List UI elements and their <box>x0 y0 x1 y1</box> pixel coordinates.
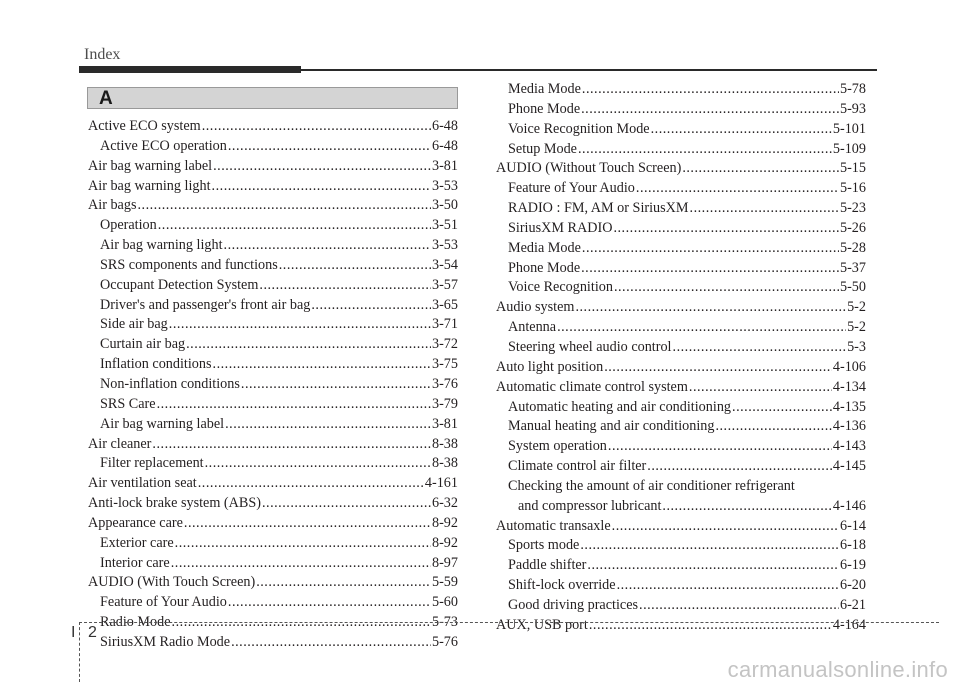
index-entry-text: Air bag warning label <box>88 157 213 174</box>
index-entry-text: AUDIO (With Touch Screen) <box>88 574 256 591</box>
index-entry <box>88 554 458 574</box>
index-entry <box>88 216 458 236</box>
dot-leader <box>202 117 431 137</box>
index-entry <box>496 437 866 457</box>
index-entry <box>88 415 458 435</box>
index-entry-page: 5-101 <box>832 120 866 137</box>
index-entry <box>88 593 458 613</box>
index-entry-text: SiriusXM Radio Mode <box>100 633 231 650</box>
dot-leader <box>212 177 431 197</box>
index-entry-page: 6-19 <box>839 557 866 574</box>
index-entry <box>496 497 866 517</box>
index-entry-text: Air cleaner <box>88 435 152 452</box>
index-column-right <box>496 80 866 636</box>
dot-leader <box>604 358 832 378</box>
index-entry-page: 5-37 <box>839 259 866 276</box>
index-entry <box>496 556 866 576</box>
index-entry-page: 8-38 <box>431 435 458 452</box>
dot-leader <box>557 318 846 338</box>
index-entry-page: 5-93 <box>839 100 866 117</box>
index-entry-page: 5-59 <box>431 574 458 591</box>
index-entry-text: Shift-lock override <box>508 577 616 594</box>
dot-leader <box>256 573 431 593</box>
dot-leader <box>241 375 431 395</box>
index-entry-text: Anti-lock brake system (ABS) <box>88 495 261 512</box>
index-entry <box>496 278 866 298</box>
index-entry-page: 5-50 <box>839 279 866 296</box>
index-entry <box>88 435 458 455</box>
index-entry <box>496 616 866 636</box>
index-entry-text: Feature of Your Audio <box>508 180 635 197</box>
dot-leader <box>231 633 431 653</box>
index-entry <box>496 140 866 160</box>
index-entry-text: Operation <box>100 217 157 234</box>
index-entry <box>88 573 458 593</box>
index-entry-page: 8-97 <box>431 554 458 571</box>
dot-leader <box>589 616 832 636</box>
index-entry <box>88 395 458 415</box>
index-entry-page: 4-143 <box>832 438 866 455</box>
watermark: carmanualsonline.info <box>727 657 948 682</box>
index-entry <box>88 196 458 216</box>
index-entry-page: 8-38 <box>431 455 458 472</box>
index-entry-text: Feature of Your Audio <box>100 594 227 611</box>
index-entry-text: SRS Care <box>100 395 156 412</box>
index-entry <box>496 536 866 556</box>
index-entry <box>88 137 458 157</box>
index-entry-text: Auto light position <box>496 358 604 375</box>
dot-leader <box>581 100 839 120</box>
index-entry <box>496 457 866 477</box>
index-entry-text: Side air bag <box>100 316 168 333</box>
index-entry <box>88 236 458 256</box>
dot-leader <box>614 278 839 298</box>
index-entry-page: 3-65 <box>431 296 458 313</box>
dot-leader <box>587 556 839 576</box>
dot-leader <box>228 593 431 613</box>
index-entry <box>496 358 866 378</box>
index-entry-page: 3-57 <box>431 276 458 293</box>
index-entry-page: 4-164 <box>832 616 866 633</box>
index-entry-text: Antenna <box>508 319 557 336</box>
index-entry-page: 5-3 <box>847 338 866 355</box>
dot-leader <box>172 613 431 633</box>
index-entry <box>496 239 866 259</box>
index-entry <box>496 417 866 437</box>
index-entry-page: 4-145 <box>832 458 866 475</box>
index-entry <box>88 375 458 395</box>
index-entry <box>496 398 866 418</box>
dot-leader <box>662 497 831 517</box>
index-entry <box>496 477 866 497</box>
dot-leader <box>608 437 832 457</box>
dot-leader <box>279 256 431 276</box>
index-entry-page: 8-92 <box>431 534 458 551</box>
header-rule-accent <box>79 66 301 73</box>
index-entry-text: SRS components and functions <box>100 256 278 273</box>
index-entry <box>88 296 458 316</box>
index-entry <box>496 318 866 338</box>
index-entry <box>496 100 866 120</box>
index-entry <box>88 315 458 335</box>
index-entry-text: Curtain air bag <box>100 336 186 353</box>
index-entry-text: Exterior care <box>100 534 174 551</box>
index-entry-text: Paddle shifter <box>508 557 587 574</box>
index-entry-text: SiriusXM RADIO <box>508 219 613 236</box>
dot-leader <box>175 534 431 554</box>
index-entry-page: 4-135 <box>832 398 866 415</box>
footer-divider <box>79 622 80 682</box>
index-entry-page: 5-2 <box>847 299 866 316</box>
index-entry <box>496 159 866 179</box>
section-letter-box <box>87 87 458 109</box>
index-entry-text: Inflation conditions <box>100 356 212 373</box>
index-entry <box>496 179 866 199</box>
index-entry-page: 5-60 <box>431 594 458 611</box>
index-entry <box>88 117 458 137</box>
index-entry-text: Driver's and passenger's front air bag <box>100 296 311 313</box>
index-entry-page: 3-53 <box>431 237 458 254</box>
dot-leader <box>647 457 832 477</box>
index-entry <box>496 120 866 140</box>
index-entry-text: Automatic transaxle <box>496 517 611 534</box>
index-entry-text: Filter replacement <box>100 455 204 472</box>
index-entry-text: Checking the amount of air conditioner refrigerant <box>508 477 795 494</box>
index-entry-page: 6-20 <box>839 577 866 594</box>
index-entry-page: 6-21 <box>839 596 866 613</box>
index-entry-page: 3-50 <box>431 197 458 214</box>
footer-page-number: 2 <box>88 624 97 641</box>
index-entry-page: 3-71 <box>431 316 458 333</box>
index-entry-page: 8-92 <box>431 514 458 531</box>
dot-leader <box>158 216 431 236</box>
index-entry-text: Sports mode <box>508 537 580 554</box>
section-letter: A <box>99 88 113 109</box>
dot-leader <box>682 159 839 179</box>
index-entry-text: Media Mode <box>508 81 581 97</box>
dot-leader <box>224 236 431 256</box>
index-entry-page: 3-75 <box>431 356 458 373</box>
dot-leader <box>152 435 431 455</box>
index-entry-text: Climate control air filter <box>508 458 647 475</box>
index-entry-page: 6-48 <box>431 137 458 154</box>
dot-leader <box>259 276 431 296</box>
dot-leader <box>715 417 831 437</box>
index-entry-page: 4-134 <box>832 378 866 395</box>
index-entry-text: Active ECO system <box>88 118 201 134</box>
index-entry <box>88 454 458 474</box>
dot-leader <box>205 454 431 474</box>
dot-leader <box>262 494 431 514</box>
index-entry-text: Steering wheel audio control <box>508 338 672 355</box>
index-entry-page: 5-16 <box>839 180 866 197</box>
dot-leader <box>213 157 431 177</box>
index-entry-text: Occupant Detection System <box>100 276 259 293</box>
index-entry-text: Air bag warning light <box>88 177 211 194</box>
index-entry-text: Setup Mode <box>508 140 577 157</box>
dot-leader <box>581 259 839 279</box>
index-entry <box>496 596 866 616</box>
index-entry <box>496 199 866 219</box>
index-entry-text: Voice Recognition <box>508 279 613 296</box>
dot-leader <box>186 335 431 355</box>
index-entry-page: 3-54 <box>431 256 458 273</box>
index-entry-page: 6-14 <box>839 517 866 534</box>
index-entry <box>88 514 458 534</box>
index-entry <box>88 494 458 514</box>
dot-leader <box>225 415 431 435</box>
index-entry-page: 3-76 <box>431 375 458 392</box>
index-entry-text: Manual heating and air conditioning <box>508 418 715 435</box>
index-entry <box>496 219 866 239</box>
index-entry-text: Air bags <box>88 197 137 214</box>
dot-leader <box>213 355 431 375</box>
index-entry-page: 4-106 <box>832 358 866 375</box>
footer-rule <box>79 622 939 623</box>
index-entry-page: 5-28 <box>839 239 866 256</box>
index-entry-text: Air ventilation seat <box>88 475 197 492</box>
index-entry-page: 5-76 <box>431 633 458 650</box>
index-entry-page: 3-72 <box>431 336 458 353</box>
index-entry-text: Automatic climate control system <box>496 378 688 395</box>
index-entry-text: AUDIO (Without Touch Screen) <box>496 160 682 177</box>
index-entry-page: 5-73 <box>431 614 458 631</box>
index-column-left <box>88 117 458 653</box>
dot-leader <box>137 196 431 216</box>
index-entry-text: RADIO : FM, AM or SiriusXM <box>508 200 689 217</box>
dot-leader <box>732 398 832 418</box>
index-entry-text: Air bag warning label <box>100 415 225 432</box>
index-entry-page: 4-161 <box>424 475 458 492</box>
index-entry-page: 6-32 <box>431 495 458 512</box>
index-entry <box>88 633 458 653</box>
index-entry <box>88 355 458 375</box>
index-entry-page: 6-48 <box>431 118 458 134</box>
index-entry-page: 4-136 <box>832 418 866 435</box>
index-entry <box>496 517 866 537</box>
index-entry-text: Good driving practices <box>508 596 639 613</box>
dot-leader <box>582 80 839 100</box>
dot-leader <box>184 514 431 534</box>
index-entry-text: AUX, USB port <box>496 616 588 633</box>
index-entry-text: Radio Mode <box>100 614 171 631</box>
index-entry-page: 3-81 <box>431 157 458 174</box>
index-entry <box>496 378 866 398</box>
dot-leader <box>580 536 839 556</box>
dot-leader <box>636 179 839 199</box>
index-entry <box>88 474 458 494</box>
index-entry-page: 3-79 <box>431 395 458 412</box>
index-entry-text: System operation <box>508 438 607 455</box>
index-entry-text: Active ECO operation <box>100 137 227 154</box>
index-entry-page: 6-18 <box>839 537 866 554</box>
dot-leader <box>582 239 839 259</box>
index-entry-text: Interior care <box>100 554 170 571</box>
index-entry-page: 5-109 <box>832 140 866 157</box>
index-entry <box>88 256 458 276</box>
index-entry-page: 5-78 <box>839 81 866 97</box>
index-entry-page: 3-53 <box>431 177 458 194</box>
dot-leader <box>578 140 832 160</box>
index-entry-text: Air bag warning light <box>100 237 223 254</box>
index-entry <box>496 259 866 279</box>
dot-leader <box>673 338 847 358</box>
index-entry-text: and compressor lubricant <box>518 497 662 514</box>
dot-leader <box>689 378 832 398</box>
dot-leader <box>612 517 839 537</box>
index-entry-page: 5-23 <box>839 200 866 217</box>
index-entry <box>88 157 458 177</box>
index-entry-page: 3-51 <box>431 217 458 234</box>
index-entry-text: Non-inflation conditions <box>100 375 240 392</box>
dot-leader <box>198 474 424 494</box>
index-entry-page: 5-26 <box>839 219 866 236</box>
index-entry <box>88 177 458 197</box>
index-entry-text: Audio system <box>496 299 575 316</box>
index-entry-text: Appearance care <box>88 514 183 531</box>
index-entry <box>88 613 458 633</box>
index-entry-page: 4-146 <box>832 497 866 514</box>
dot-leader <box>575 298 846 318</box>
footer-section-letter: I <box>71 624 76 641</box>
dot-leader <box>617 576 839 596</box>
dot-leader <box>228 137 431 157</box>
index-entry-text: Media Mode <box>508 239 581 256</box>
index-entry <box>496 80 866 100</box>
dot-leader <box>690 199 839 219</box>
index-entry-text: Voice Recognition Mode <box>508 120 650 137</box>
index-entry-text: Phone Mode <box>508 259 581 276</box>
dot-leader <box>171 554 431 574</box>
dot-leader <box>311 296 431 316</box>
index-entry-page: 5-15 <box>839 160 866 177</box>
dot-leader <box>651 120 832 140</box>
index-entry-page: 3-81 <box>431 415 458 432</box>
index-entry <box>88 534 458 554</box>
dot-leader <box>613 219 839 239</box>
index-entry-page: 5-2 <box>847 319 866 336</box>
index-entry <box>496 576 866 596</box>
index-entry <box>88 276 458 296</box>
dot-leader <box>169 315 431 335</box>
index-entry <box>496 338 866 358</box>
dot-leader <box>639 596 839 616</box>
index-entry <box>88 335 458 355</box>
index-entry-text: Automatic heating and air conditioning <box>508 398 732 415</box>
page-title: Index <box>84 46 121 63</box>
index-entry <box>496 298 866 318</box>
dot-leader <box>157 395 431 415</box>
index-entry-text: Phone Mode <box>508 100 581 117</box>
